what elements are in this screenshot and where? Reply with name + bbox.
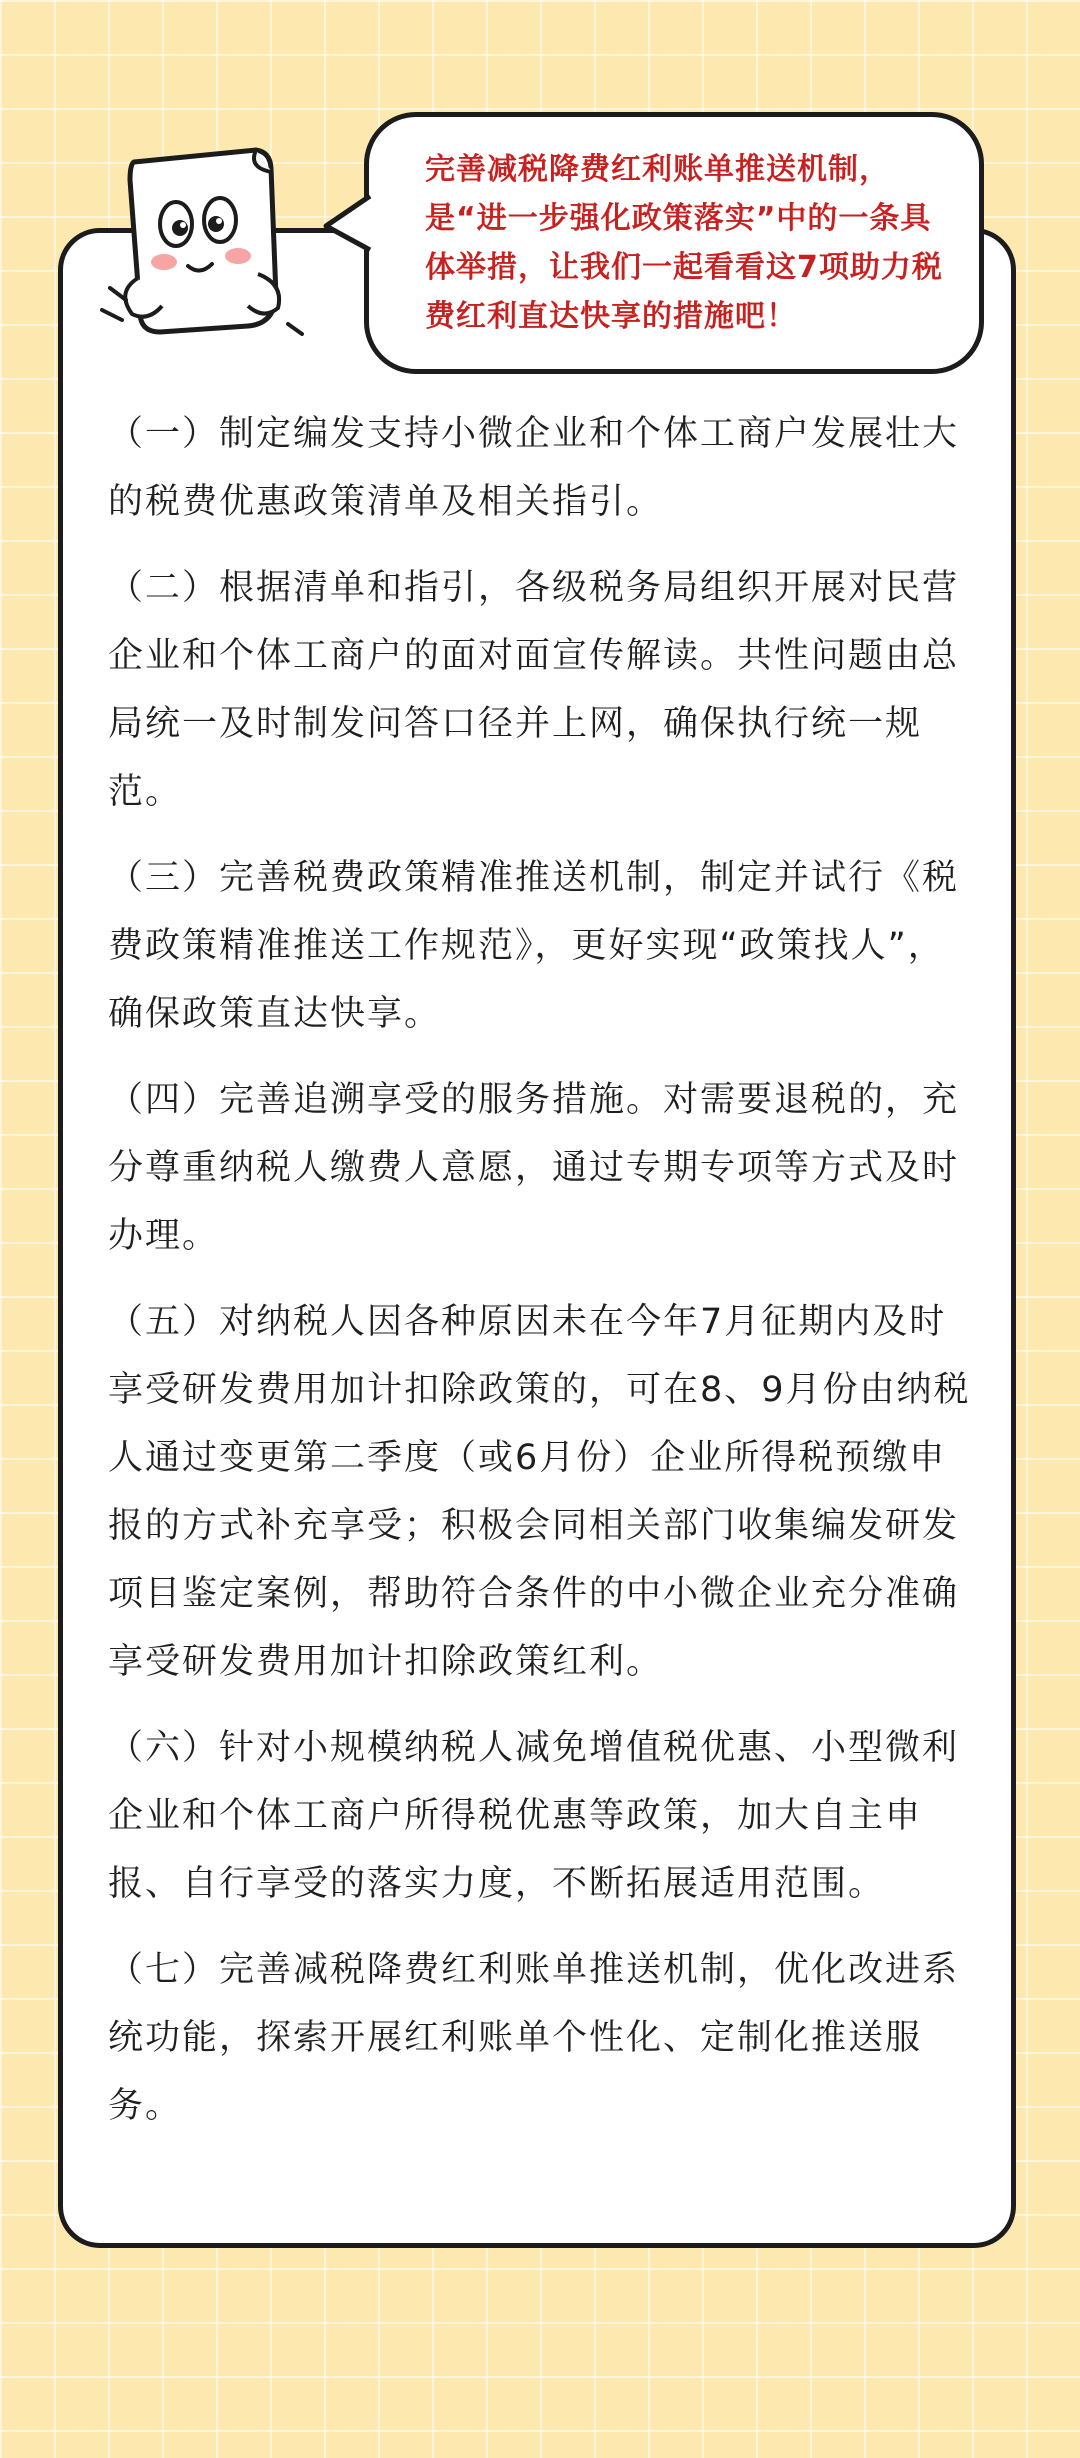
bubble-text: 完善减税降费红利账单推送机制，是“进一步强化政策落实”中的一条具体举措，让我们一起看看这7项助力税费红利直达快享的措施吧！ bbox=[425, 152, 943, 334]
measure-item-1: （一）制定编发支持小微企业和个体工商户发展壮大的税费优惠政策清单及相关指引。 bbox=[108, 414, 960, 522]
measure-item-5: （五）对纳税人因各种原因未在今年7月征期内及时享受研发费用加计扣除政策的，可在8、9月份由纳税人通过变更第二季度（或6月份）企业所得税预缴申报的方式补充享受；积极会同相关部门收集编发研发项目鉴定案例，帮助符合条件的中小微企业充分准确享受研发费用加计扣除政策红利。 bbox=[108, 1302, 971, 1682]
measure-item-3: （三）完善税费政策精准推送机制，制定并试行《税费政策精准推送工作规范》，更好实现“政策找人”，确保政策直达快享。 bbox=[108, 858, 960, 1034]
measure-item-7: （七）完善减税降费红利账单推送机制，优化改进系统功能，探索开展红利账单个性化、定制化推送服务。 bbox=[108, 1950, 960, 2126]
speech-bubble bbox=[364, 112, 984, 374]
measure-item-2: （二）根据清单和指引，各级税务局组织开展对民营企业和个体工商户的面对面宣传解读。共性问题由总局统一及时制发问答口径并上网，确保执行统一规范。 bbox=[108, 568, 960, 812]
measure-item-6: （六）针对小规模纳税人减免增值税优惠、小型微利企业和个体工商户所得税优惠等政策，加大自主申报、自行享受的落实力度，不断拓展适用范围。 bbox=[108, 1728, 960, 1904]
measures-list bbox=[108, 400, 978, 2158]
paper-mascot-icon bbox=[88, 128, 318, 358]
bubble-tail bbox=[322, 190, 392, 260]
measure-item-4: （四）完善追溯享受的服务措施。对需要退税的，充分尊重纳税人缴费人意愿，通过专期专项等方式及时办理。 bbox=[108, 1080, 960, 1256]
